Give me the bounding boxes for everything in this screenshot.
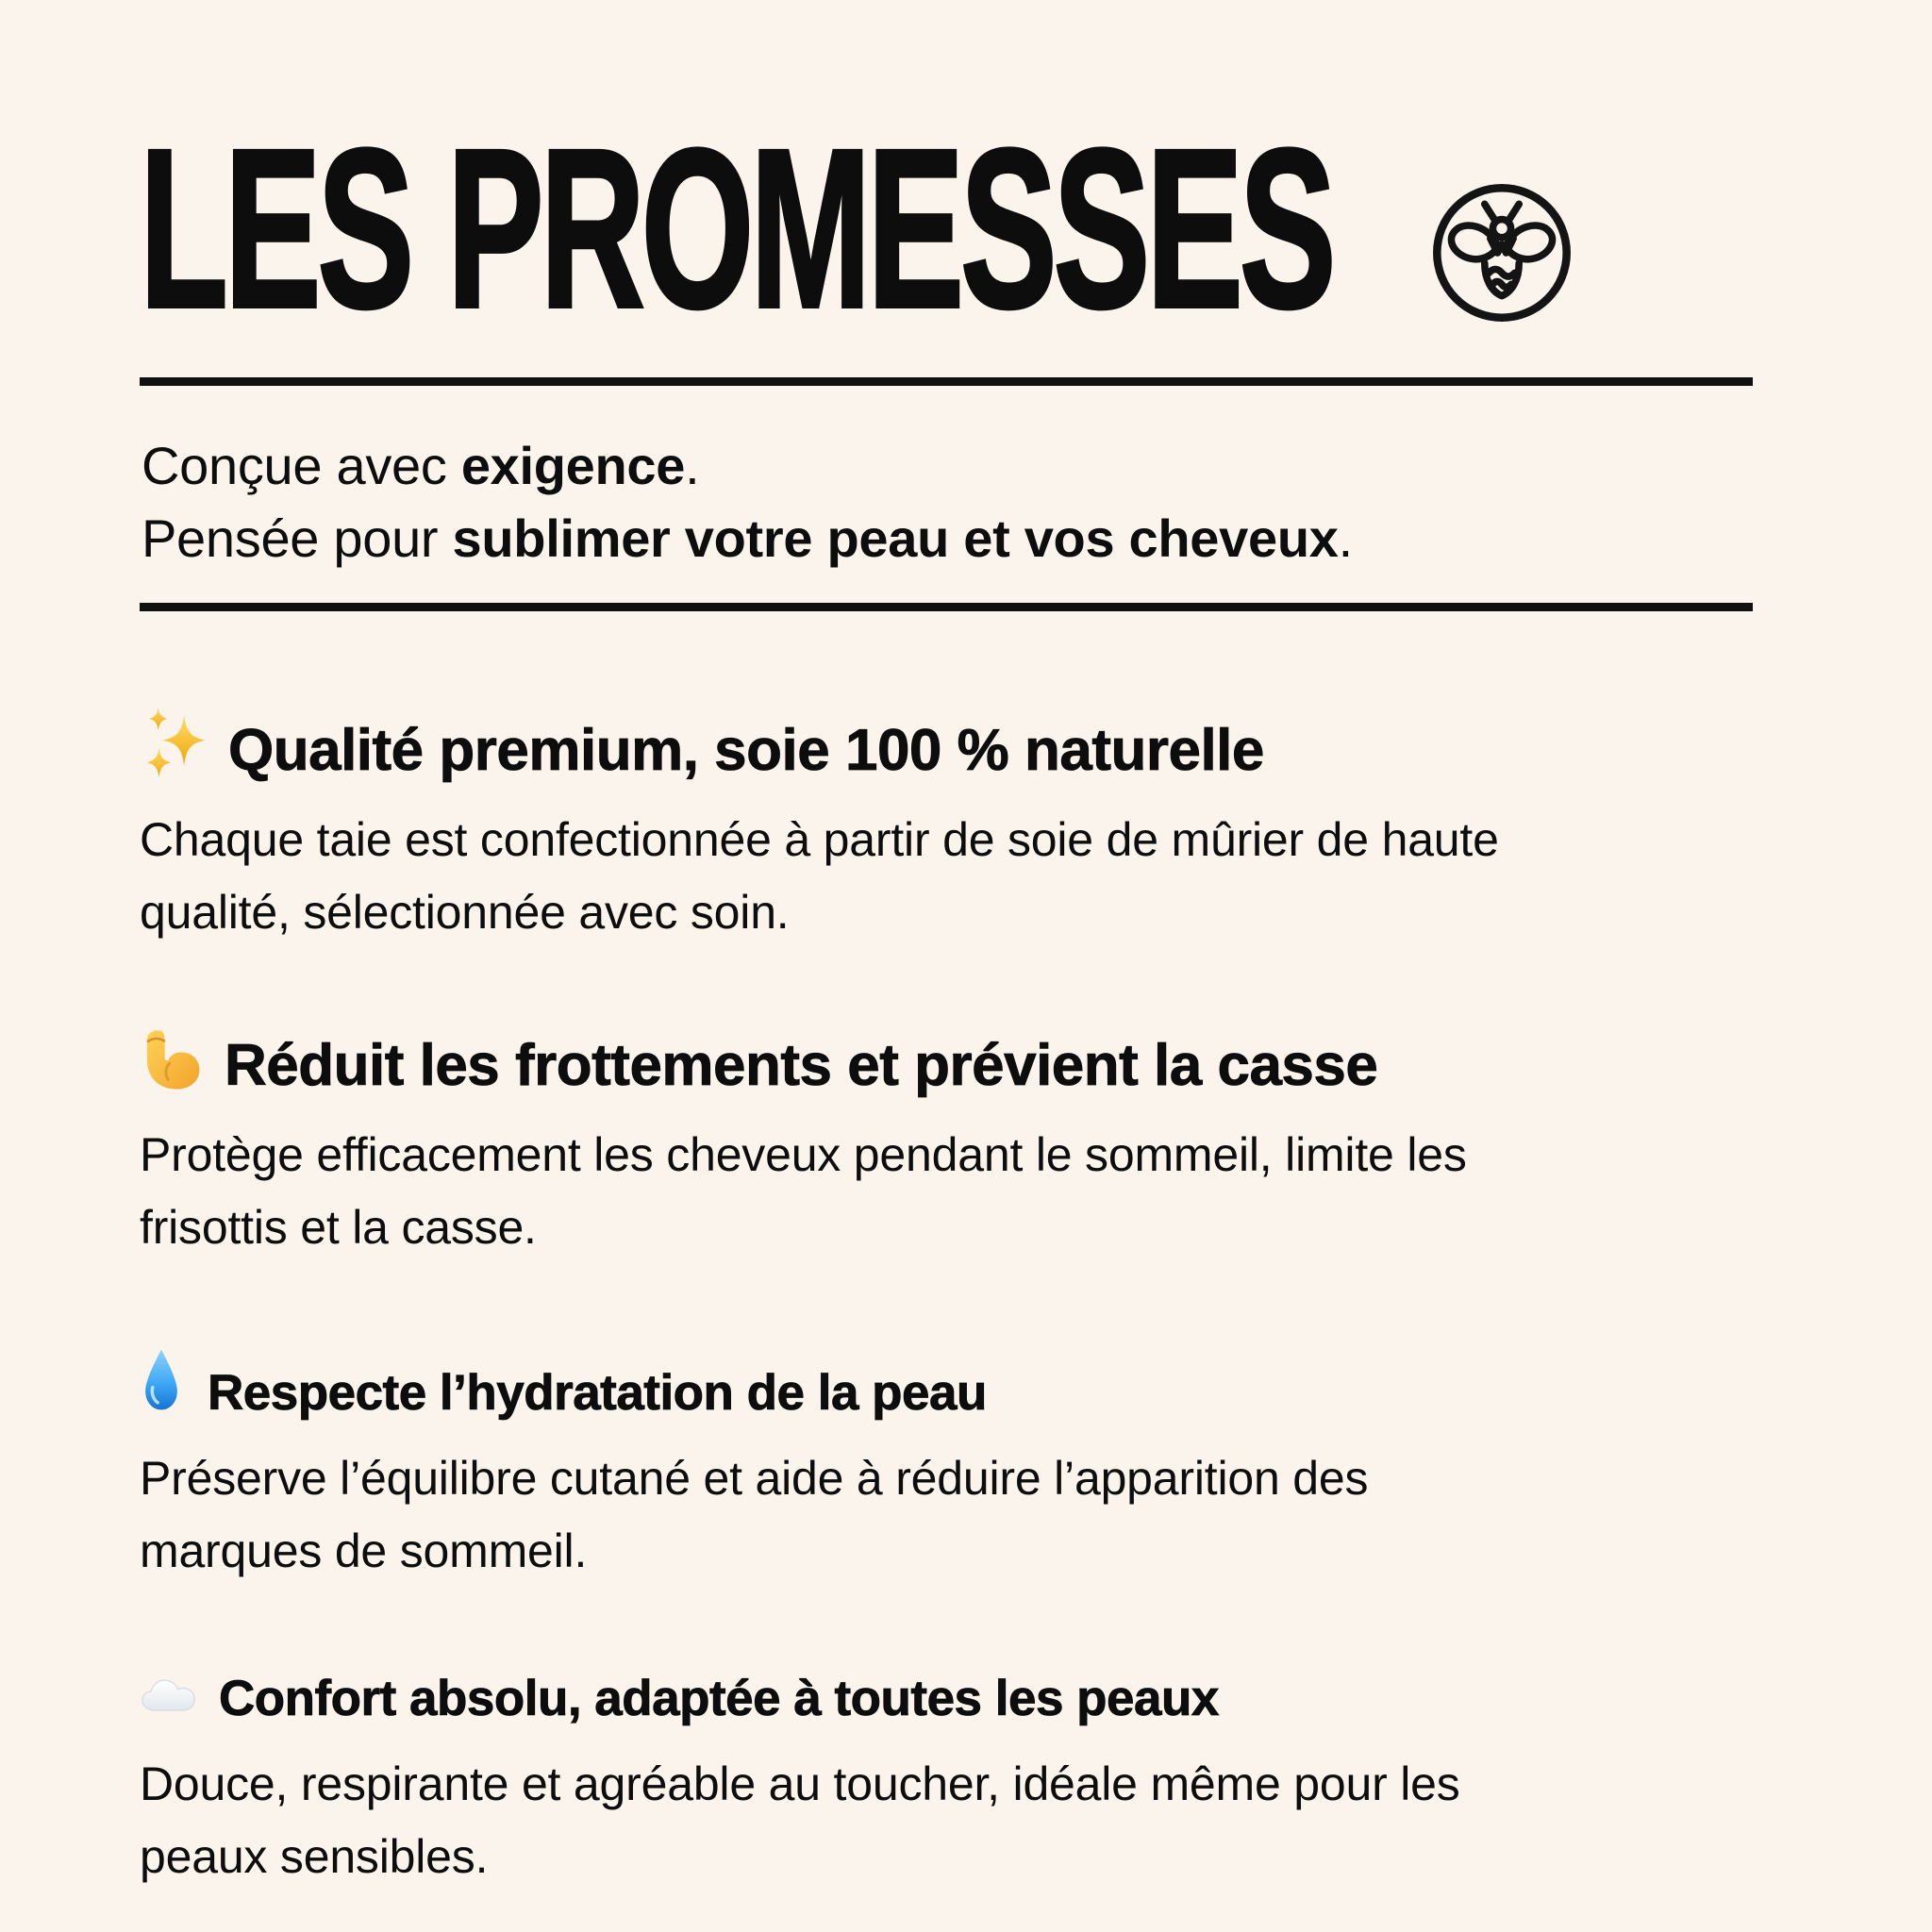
sparkles-icon (140, 706, 211, 785)
promise-comfort-title-text: Confort absolu, adaptée à toutes les peaux (219, 1671, 1219, 1726)
promise-friction-title (140, 1026, 1753, 1104)
promise-comfort (140, 1665, 1753, 1893)
droplet-icon (140, 1341, 183, 1419)
promise-comfort-title (140, 1665, 1753, 1733)
bee-logo-icon (1430, 181, 1574, 325)
promise-friction-title-text: Réduit les frottements et prévient la casse (225, 1033, 1378, 1098)
intro-text (140, 386, 1753, 603)
promise-friction-body (140, 1119, 1753, 1264)
promise-quality-title (140, 706, 1753, 789)
intro-line-2 (142, 502, 1753, 575)
promise-friction (140, 1026, 1753, 1264)
promise-hydration-body-line1: Préserve l’équilibre cutané et aide à réduire l’apparition des (140, 1452, 1369, 1505)
intro-line-1-normal: Conçue avec (142, 436, 461, 495)
promise-quality-body-line1: Chaque taie est confectionnée à partir de soie de mûrier de haute (140, 813, 1499, 866)
promise-quality-body-line2: qualité, sélectionnée avec soin. (140, 886, 790, 939)
flexed-biceps-icon (140, 1026, 208, 1096)
page-title: LES PROMESSES (140, 102, 1333, 355)
promise-friction-body-line2: frisottis et la casse. (140, 1201, 537, 1254)
intro-line-2-normal: Pensée pour (142, 508, 453, 568)
promise-hydration (140, 1341, 1753, 1588)
intro-line-1-end: . (685, 436, 700, 495)
promise-friction-body-line1: Protège efficacement les cheveux pendant le sommeil, limite les (140, 1128, 1467, 1181)
promise-comfort-body-line1: Douce, respirante et agréable au toucher, idéale même pour les (140, 1757, 1460, 1810)
intro-line-2-end: . (1338, 508, 1353, 568)
promise-hydration-title-text: Respecte l’hydratation de la peau (208, 1365, 987, 1421)
intro-line-1-bold: exigence (460, 436, 686, 495)
cloud-icon (140, 1675, 202, 1717)
promise-quality-title-text: Qualité premium, soie 100 % naturelle (228, 718, 1264, 783)
promise-hydration-body-line2: marques de sommeil. (140, 1524, 588, 1577)
divider-top (140, 377, 1753, 386)
promise-quality (140, 706, 1753, 949)
promise-quality-body (140, 804, 1753, 949)
header (140, 102, 1753, 377)
divider-bottom (140, 603, 1753, 611)
promise-hydration-body (140, 1442, 1753, 1588)
promise-comfort-body (140, 1748, 1753, 1893)
promise-hydration-title (140, 1341, 1753, 1427)
intro-line-2-bold: sublimer votre peau et vos cheveux (452, 508, 1339, 568)
promise-comfort-body-line2: peaux sensibles. (140, 1830, 489, 1883)
intro-line-1 (142, 429, 1753, 502)
